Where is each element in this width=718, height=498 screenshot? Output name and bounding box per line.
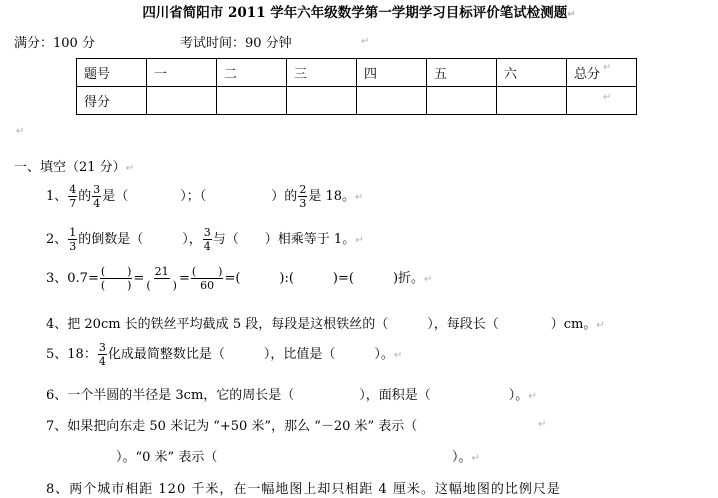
score-table (76, 58, 637, 115)
table-cell: 总分 (567, 59, 637, 87)
paragraph-mark: ↵ (538, 419, 547, 430)
full-marks: 满分：100 分 (14, 36, 95, 51)
score-cell[interactable] (427, 87, 497, 115)
question-7-line-1: 7、如果把向东走 50 米记为 “+50 米”，那么 “－20 米” 表示（ (46, 419, 418, 434)
table-cell: 五 (427, 59, 497, 87)
score-table-header-row (77, 59, 637, 87)
section-title: 一、填空（21 分）↵ (14, 160, 135, 175)
question-5: 5、18： $\frac{3}{4}$ 化成最简整数比是（ ），比值是（ ）。↵ (46, 341, 403, 368)
table-cell: 得分 (77, 87, 147, 115)
question-4: 4、把 20cm 长的铁丝平均截成 5 段，每段是这根铁丝的（ ），每段长（ ）cm。↵ (46, 317, 605, 332)
table-cell: 一 (147, 59, 217, 87)
score-table-score-row (77, 87, 637, 115)
fraction: $\frac{( )}{60}$ (191, 265, 223, 292)
fraction: $\frac{2}{3}$ (299, 183, 307, 210)
score-cell[interactable] (357, 87, 427, 115)
score-cell[interactable] (287, 87, 357, 115)
question-7-line-2: ）。“0 米” 表示（ (116, 450, 218, 465)
fraction: $\frac{21}{( )}$ (146, 265, 177, 292)
paragraph-mark: ↵ (567, 9, 576, 20)
question-8: 8、两个城市相距 120 千米，在一幅地图上却只相距 4 厘米。这幅地图的比例尺是 (46, 482, 561, 497)
table-cell: 题号 (77, 59, 147, 87)
paragraph-mark: ↵ (603, 92, 612, 103)
question-3: 3、0.7= $\frac{( )}{( )}$ = $\frac{21}{( )}$ = $\frac{( )}{60}$ =( ):( )=( )折。↵ (46, 265, 433, 292)
exam-title: 四川省简阳市 2011 学年六年级数学第一学期学习目标评价笔试检测题↵ (142, 5, 576, 21)
paragraph-mark: ↵ (603, 62, 612, 73)
fraction: $\frac{3}{4}$ (98, 341, 106, 368)
question-1: 1、 $\frac{4}{7}$ 的 $\frac{3}{4}$ 是（ ）；（ ）的 $\frac{2}{3}$ 是 18。↵ (46, 183, 364, 210)
paragraph-mark: ↵ (361, 36, 370, 47)
fraction: $\frac{( )}{( )}$ (100, 265, 132, 292)
score-cell[interactable] (567, 87, 637, 115)
fraction: $\frac{1}{3}$ (69, 226, 77, 253)
question-2: 2、 $\frac{1}{3}$ 的倒数是（ ）， $\frac{3}{4}$ 与（ ）相乘等于 1。↵ (46, 226, 364, 253)
paragraph-mark: ↵ (16, 126, 25, 137)
table-cell: 三 (287, 59, 357, 87)
fraction: $\frac{3}{4}$ (203, 226, 211, 253)
fraction: $\frac{3}{4}$ (93, 183, 101, 210)
table-cell: 六 (497, 59, 567, 87)
exam-time: 考试时间：90 分钟 (180, 36, 292, 51)
table-cell: 四 (357, 59, 427, 87)
table-cell: 二 (217, 59, 287, 87)
score-cell[interactable] (217, 87, 287, 115)
question-7-line-3: ）。↵ (452, 450, 480, 465)
score-cell[interactable] (147, 87, 217, 115)
question-6: 6、一个半圆的半径是 3cm，它的周长是（ ），面积是（ ）。↵ (46, 388, 537, 403)
fraction: $\frac{4}{7}$ (69, 183, 77, 210)
score-cell[interactable] (497, 87, 567, 115)
